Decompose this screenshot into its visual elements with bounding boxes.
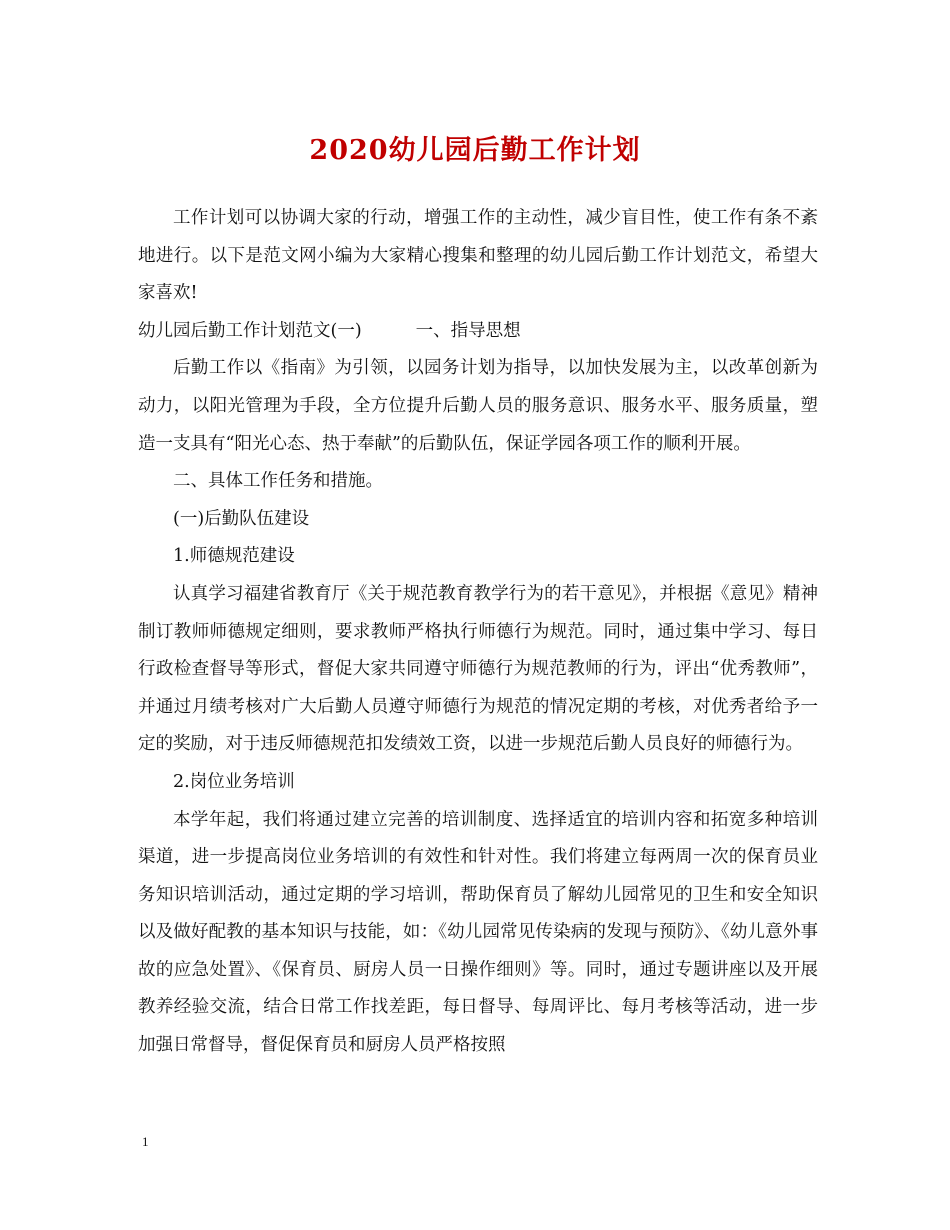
item-2-heading: 2.岗位业务培训 (173, 771, 295, 792)
section-2-heading: 二、具体工作任务和措施。 (173, 471, 383, 492)
document-title: 2020幼儿园后勤工作计划 (309, 135, 641, 166)
item-2-paragraph: 本学年起，我们将通过建立完善的培训制度、选择适宜的培训内容和拓宽多种培训渠道，进一步提高岗位业务培训的有效性和针对性。我们将建立每两周一次的保育员业务知识培训活动，通过定期的学习培训，帮助保育员了解幼儿园常见的卫生和安全知识以及做好配教的基本知识与技能，如：《幼儿园常见传染病的发现与预防》、《幼儿意外事故的应急处置》、《保育员、厨房人员一日操作细则》等。同时，通过专题讲座以及开展教养经验交流，结合日常工作找差距，每日督导、每周评比、每月考核等活动，进一步加强日常督导，督促保育员和厨房人员严格按照 (138, 809, 818, 1056)
subsection-1-heading: (一)后勤队伍建设 (173, 508, 310, 529)
document-body (138, 200, 818, 1065)
section-1-heading: 一、指导思想 (415, 320, 521, 341)
sample-heading-line (138, 313, 818, 351)
section-1-paragraph: 后勤工作以《指南》为引领，以园务计划为指导，以加快发展为主，以改革创新为动力，以阳光管理为手段，全方位提升后勤人员的服务意识、服务水平、服务质量，塑造一支具有“阳光心态、热于奉献”的后勤队伍，保证学园各项工作的顺利开展。 (138, 358, 818, 454)
sample-heading: 幼儿园后勤工作计划范文(一) (138, 320, 362, 341)
item-1-paragraph: 认真学习福建省教育厅《关于规范教育教学行为的若干意见》，并根据《意见》精神制订教师师德规定细则，要求教师严格执行师德行为规范。同时，通过集中学习、每日行政检查督导等形式，督促大家共同遵守师德行为规范教师的行为，评出“优秀教师”，并通过月绩考核对广大后勤人员遵守师德行为规范的情况定期的考核，对优秀者给予一定的奖励，对于违反师德规范扣发绩效工资，以进一步规范后勤人员良好的师德行为。 (138, 583, 818, 755)
intro-paragraph: 工作计划可以协调大家的行动，增强工作的主动性，减少盲目性，使工作有条不紊地进行。以下是范文网小编为大家精心搜集和整理的幼儿园后勤工作计划范文，希望大家喜欢! (138, 208, 818, 304)
page-number: 1 (142, 1134, 149, 1149)
item-1-heading: 1.师德规范建设 (173, 546, 295, 567)
